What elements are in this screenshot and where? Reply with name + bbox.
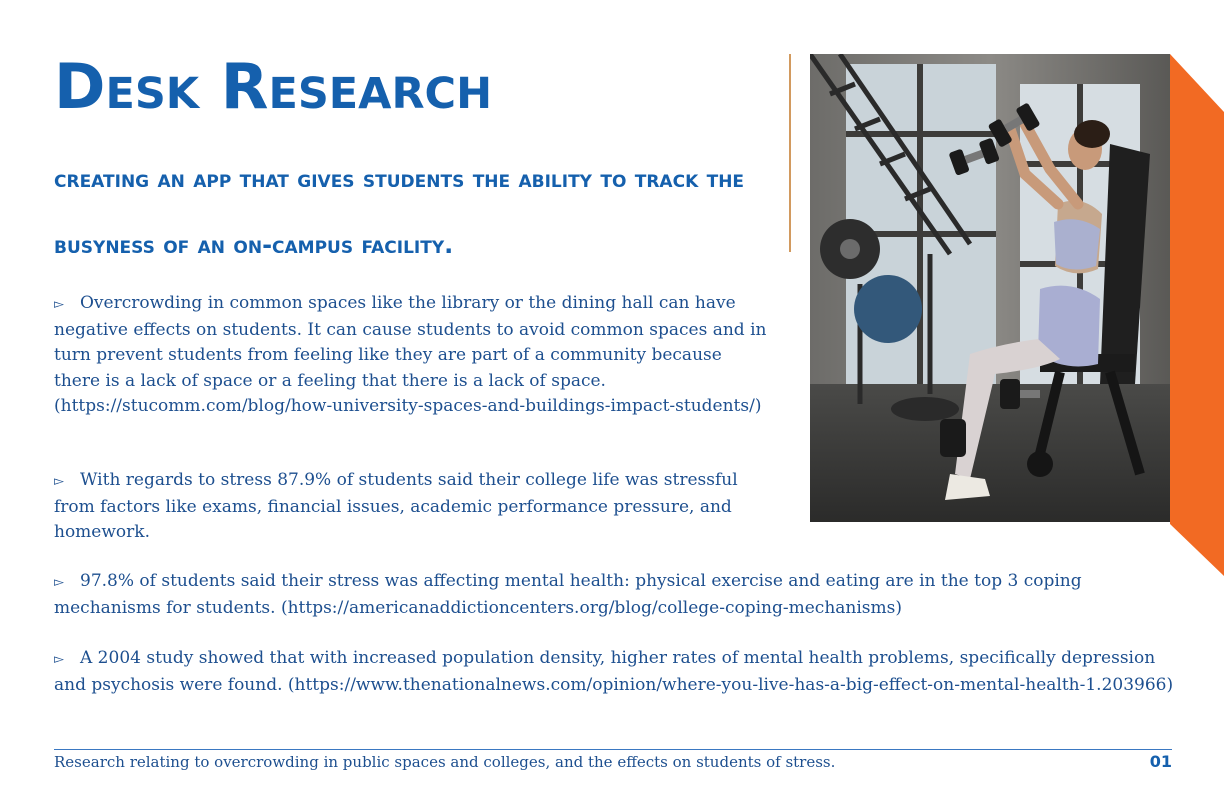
bullet-triangle-icon: ▻ — [54, 297, 64, 312]
footer-divider — [54, 749, 1172, 750]
page-title: Desk Research — [54, 50, 493, 123]
research-paragraph — [54, 646, 1174, 698]
orange-accent-shape — [1170, 54, 1224, 576]
bullet-triangle-icon: ▻ — [54, 575, 64, 590]
paragraph-text: With regards to stress 87.9% of students said their college life was stressful from factors like exams, financial issues, academic performance pressure, and homework. — [54, 470, 738, 542]
research-paragraph — [54, 468, 770, 546]
paragraph-text: A 2004 study showed that with increased population density, higher rates of mental health problems, specifically depression and psychosis were found. (https://www.thenationalnews.com/opinion/where-you-live-has-a-big-effect-on-mental-health-1.203966) — [54, 648, 1174, 695]
bullet-triangle-icon: ▻ — [54, 474, 64, 489]
footer-caption: Research relating to overcrowding in public spaces and colleges, and the effects on students of stress. — [54, 753, 836, 771]
paragraph-text: Overcrowding in common spaces like the library or the dining hall can have negative effects on students. It can cause students to avoid common spaces and in turn prevent students from feeling like they are part of a community because there is a lack of space or a feeling that there is a lack of space. (https://stucomm.com/blog/how-university-spaces-and-buildings-impact-students/) — [54, 293, 767, 416]
paragraph-text: 97.8% of students said their stress was affecting mental health: physical exercise and eating are in the top 3 coping mechanisms for students. (https://americanaddictioncenters.org/blog/college-coping-mechanisms) — [54, 571, 1082, 618]
vertical-divider — [789, 54, 791, 252]
page-number: 01 — [1149, 752, 1172, 771]
page-subtitle: creating an app that gives students the ability to track the busyness of an on-campus facility. — [54, 165, 745, 259]
bullet-triangle-icon: ▻ — [54, 652, 64, 667]
research-paragraph — [54, 291, 770, 420]
research-paragraph — [54, 569, 1174, 621]
gym-photo — [810, 54, 1170, 522]
